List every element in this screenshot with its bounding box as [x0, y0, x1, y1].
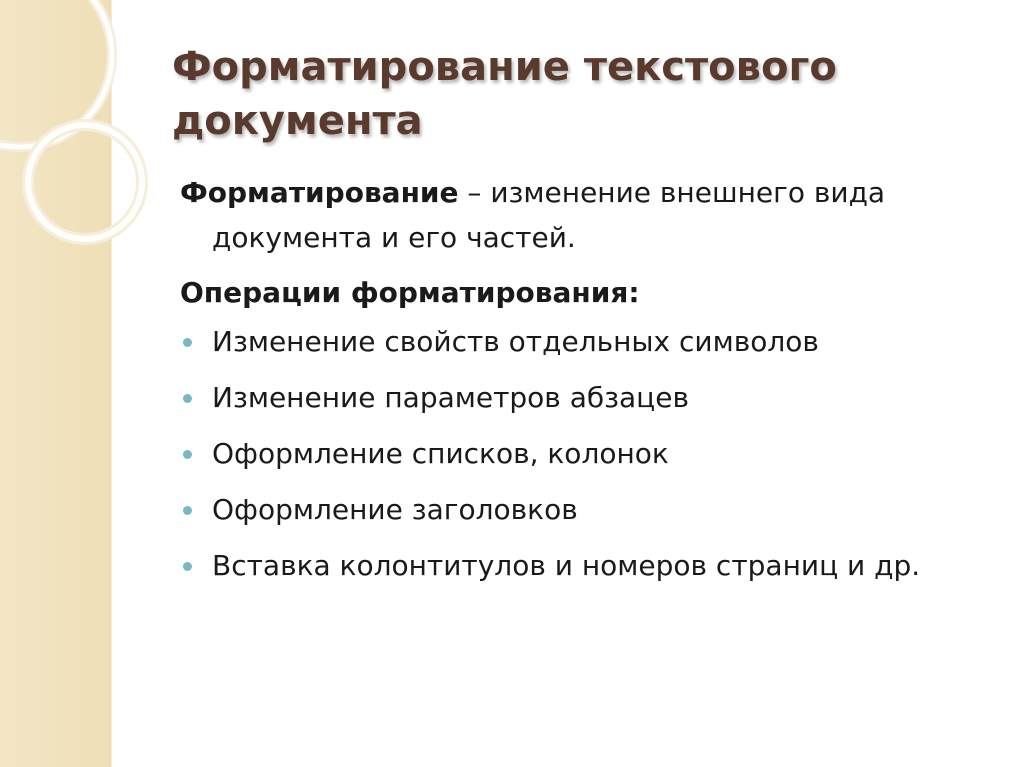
bullet-dot-icon — [183, 394, 192, 403]
bullet-dot-icon — [183, 338, 192, 347]
decorative-rings — [0, 0, 200, 280]
definition-paragraph — [180, 170, 1000, 260]
list-item — [180, 488, 1000, 532]
list-item — [180, 544, 1000, 588]
definition-text-line2: документа и его частей. — [212, 221, 576, 254]
bullet-dot-icon — [183, 506, 192, 515]
list-item-text: Оформление заголовков — [212, 493, 578, 526]
list-item — [180, 432, 1000, 476]
list-item-text: Оформление списков, колонок — [212, 437, 669, 470]
list-item-text: Вставка колонтитулов и номеров страниц и др. — [212, 549, 921, 582]
bullet-dot-icon — [183, 562, 192, 571]
operations-heading: Операции форматирования: — [180, 276, 640, 309]
list-item — [180, 320, 1000, 364]
bullet-dot-icon — [183, 450, 192, 459]
slide-title: Форматирование текстового документа — [172, 44, 837, 144]
list-item-text: Изменение свойств отдельных символов — [212, 325, 819, 358]
lower-ring-inner — [28, 125, 142, 239]
slide-content — [180, 170, 1000, 600]
list-item — [180, 376, 1000, 420]
list-item-text: Изменение параметров абзацев — [212, 381, 689, 414]
definition-term: Форматирование — [180, 176, 459, 209]
definition-text-line1: – изменение внешнего вида — [458, 176, 886, 209]
operations-list — [180, 320, 1000, 588]
